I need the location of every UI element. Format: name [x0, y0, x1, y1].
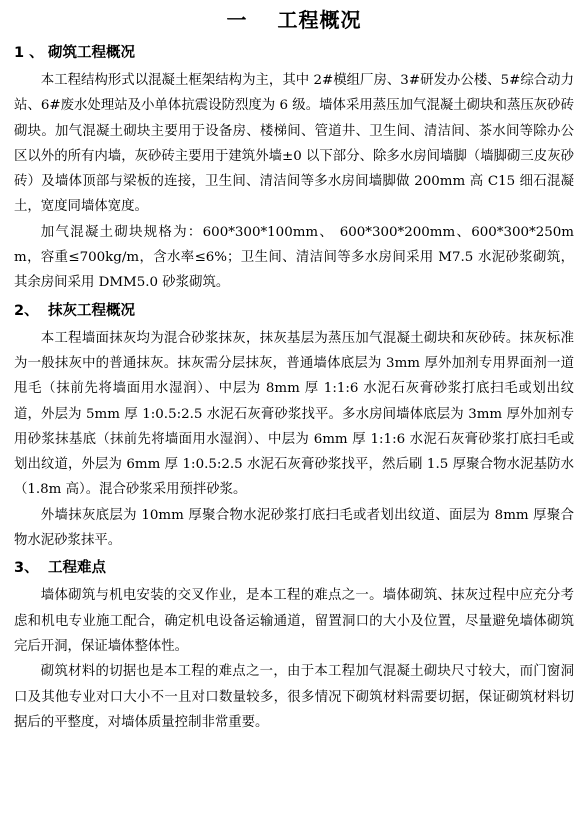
- paragraph: 本工程墙面抹灰均为混合砂浆抹灰，抹灰基层为蒸压加气混凝土砌块和灰砂砖。抹灰标准为一般抹灰中的普通抹灰。抹灰需分层抹灰，普通墙体底层为 3mm 厚外加剂专用界面剂一道甩毛（抹前先将墙面用水湿润）、中层为 8mm 厚 1:1:6 水泥石灰膏砂浆打底扫毛或划出纹道，外层为 5mm 厚 1:0.5:2.5 水泥石灰膏砂浆找平。多水房间墙体底层为 3mm 厚外加剂专用砂浆抹基底（抹前先将墙面用水湿润）、中层为 6mm 厚 1:1:6 水泥石灰膏砂浆打底扫毛或划出纹道，外层为 6mm 厚 1:0.5:2.5 水泥石灰膏砂浆找平，然后刷 1.5 厚聚合物水泥基防水（1.8m 高）。混合砂浆采用预拌砂浆。: [14, 330, 574, 498]
- paragraph: 墙体砌筑与机电安装的交叉作业，是本工程的难点之一。墙体砌筑、抹灰过程中应充分考虑和机电专业施工配合，确定机电设备运输通道，留置洞口的大小及位置，尽量避免墙体砌筑完后开洞，保证墙体整体性。: [14, 588, 574, 654]
- title-text: 工程概况: [277, 8, 362, 32]
- paragraph: 本工程结构形式以混凝土框架结构为主，其中 2#模组厂房、3#研发办公楼、5#综合动力站、6#废水处理站及小单体抗震设防烈度为 6 级。墙体采用蒸压加气混凝土砌块和蒸压灰砂砖砌块。加气混凝土砌块主要用于设备房、楼梯间、管道井、卫生间、清洁间、茶水间等除办公区以外的所有内墙，灰砂砖主要用于建筑外墙±0 以下部分、除多水房间墙脚（墙脚砌三皮灰砂砖）及墙体顶部与梁板的连接，卫生间、清洁间等多水房间墙脚做 200mm 高 C15 细石混凝土，宽度同墙体宽度。: [14, 73, 574, 215]
- section-heading: [14, 42, 574, 64]
- section-title: 抹灰工程概况: [48, 302, 135, 319]
- paragraph: 加气混凝土砌块规格为：600*300*100mm、 600*300*200mm、600*300*250mm，容重≤700kg/m，含水率≤6%；卫生间、清洁间等多水房间采用 M7.5 水泥砂浆砌筑，其余房间采用 DMM5.0 砂浆砌筑。: [14, 224, 574, 291]
- section-difficulties: [14, 557, 574, 735]
- section-plastering: [14, 300, 574, 554]
- section-title: 砌筑工程概况: [48, 45, 135, 61]
- document-title: [14, 6, 574, 34]
- paragraph: 外墙抹灰底层为 10mm 厚聚合物水泥砂浆打底扫毛或者划出纹道、面层为 8mm 厚聚合物水泥砂浆抹平。: [14, 507, 574, 549]
- section-masonry: [14, 42, 574, 296]
- section-heading: [14, 557, 574, 579]
- section-number: 3、: [14, 560, 39, 577]
- section-title: 工程难点: [48, 560, 106, 577]
- section-number: 1 、: [14, 45, 44, 61]
- section-number: 2、: [14, 302, 39, 319]
- title-number: 一: [226, 8, 248, 32]
- section-heading: [14, 300, 574, 322]
- paragraph: 砌筑材料的切据也是本工程的难点之一，由于本工程加气混凝土砌块尺寸较大，而门窗洞口及其他专业对口大小不一且对口数量较多，很多情况下砌筑材料需要切据，保证砌筑材料切据后的平整度，对墙体质量控制非常重要。: [14, 664, 574, 730]
